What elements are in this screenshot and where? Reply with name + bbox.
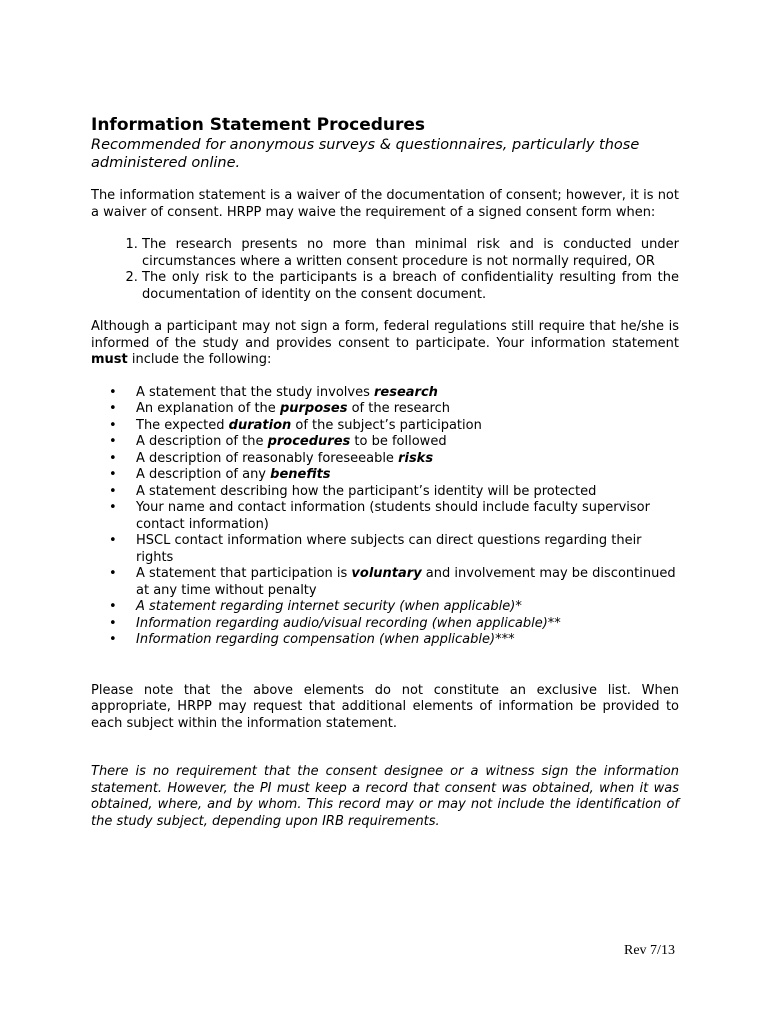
bullet-icon: • [109, 500, 117, 515]
bullet-icon: • [109, 533, 117, 548]
bullet-icon: • [109, 483, 117, 499]
document-body [91, 114, 679, 830]
bullet-icon: • [109, 450, 117, 466]
page-subtitle: Recommended for anonymous surveys & questionnaires, particularly those administered online. [91, 137, 640, 171]
waiver-criteria-list [91, 237, 679, 303]
key-term: benefits [270, 467, 331, 482]
optional-list-item: • Information regarding compensation (when applicable)*** [109, 632, 515, 647]
list-item: • A description of any benefits [109, 467, 331, 482]
list-item: • A statement describing how the participant’s identity will be protected [109, 483, 597, 499]
optional-list-item: • A statement regarding internet security (when applicable)* [109, 599, 522, 614]
key-term: duration [228, 417, 292, 433]
required-elements-list [91, 385, 679, 649]
requirement-text: Although a participant may not sign a form, federal regulations still require that he/she is informed of the study and provides consent to participate. Your information statement [91, 319, 679, 351]
revision-label: Rev 7/13 [624, 943, 675, 958]
list-item: • An explanation of the purposes of the research [109, 401, 450, 416]
optional-list-item: • Information regarding audio/visual recording (when applicable)** [109, 615, 561, 631]
key-term: procedures [267, 434, 351, 449]
list-item: • A description of the procedures to be followed [109, 434, 447, 449]
list-item: • Your name and contact information (students should include faculty supervisor contact information) [109, 500, 650, 532]
bullet-icon: • [109, 434, 117, 449]
requirement-text-end: include the following: [127, 352, 272, 367]
key-term: voluntary [351, 566, 422, 581]
bullet-icon: • [109, 384, 117, 400]
list-item: • HSCL contact information where subjects can direct questions regarding their rights [109, 533, 642, 565]
criteria-item: 1. The research presents no more than minimal risk and is conducted under circumstances where a written consent procedure is not normally required, OR [142, 237, 679, 270]
bullet-icon: • [109, 467, 117, 482]
bullet-icon: • [109, 615, 117, 631]
key-term: purposes [279, 401, 348, 416]
list-item: • A statement that participation is voluntary and involvement may be discontinued at any time without penalty [109, 566, 676, 598]
list-item: • A statement that the study involves research [109, 384, 438, 400]
requirement-paragraph [91, 319, 679, 369]
bullet-icon: • [109, 401, 117, 416]
key-term: risks [398, 450, 434, 466]
page-title: Information Statement Procedures [91, 115, 426, 135]
criteria-item: 2. The only risk to the participants is a breach of confidentiality resulting from the documentation of identity on the consent document. [142, 270, 679, 303]
requirement-emphasis: must [91, 352, 128, 367]
list-item: • A description of reasonably foreseeable risks [109, 450, 434, 466]
note-paragraph: Please note that the above elements do not constitute an exclusive list. When appropriate, HRPP may request that additional elements of information be provided to each subject within the information statement. [91, 682, 679, 731]
intro-paragraph: The information statement is a waiver of the documentation of consent; however, it is not a waiver of consent. HRPP may waive the requirement of a signed consent form when: [91, 188, 679, 220]
list-item: • The expected duration of the subject’s participation [109, 417, 482, 433]
bullet-icon: • [109, 599, 117, 614]
key-term: research [373, 384, 438, 400]
bullet-icon: • [109, 417, 117, 433]
bullet-icon: • [109, 566, 117, 581]
bullet-icon: • [109, 632, 117, 647]
consent-record-note: There is no requirement that the consent designee or a witness sign the information statement. However, the PI must keep a record that consent was obtained, when it was obtained, where, and by whom. This record may or may not include the identification of the study subject, depending upon IRB requirements. [91, 764, 679, 829]
